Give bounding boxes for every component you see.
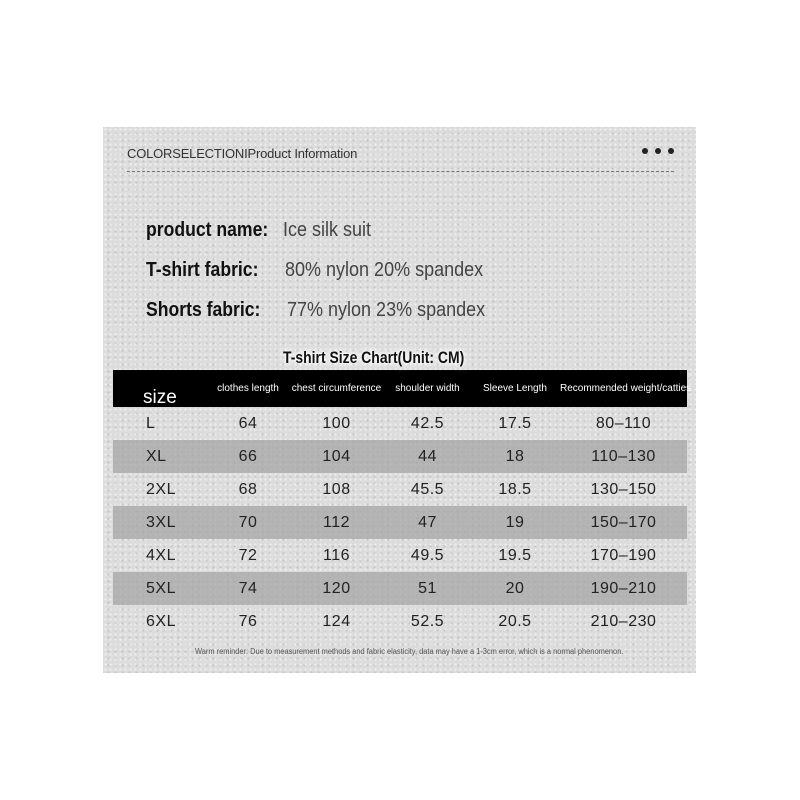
table-cell: 110–130 <box>560 440 687 473</box>
table-row <box>113 506 687 539</box>
table-cell: 210–230 <box>590 612 657 630</box>
dot-icon <box>655 148 661 154</box>
table-cell: 52.5 <box>410 612 445 630</box>
table-cell: 19.5 <box>498 546 532 564</box>
dot-icon <box>642 148 648 154</box>
size-chart-table <box>113 370 692 638</box>
column-header: size <box>113 370 208 407</box>
shorts-fabric-label: Shorts fabric: <box>146 299 261 321</box>
product-name-label: product name: <box>146 219 269 241</box>
dashed-divider <box>127 171 674 172</box>
table-cell: 47 <box>385 506 470 539</box>
table-cell: 80–110 <box>595 414 652 432</box>
table-cell: XL <box>113 440 208 473</box>
table-cell: 112 <box>288 506 385 539</box>
column-header: chest circumference <box>288 370 385 407</box>
table-cell: 120 <box>288 572 385 605</box>
product-name-value: Ice silk suit <box>283 219 372 241</box>
table-cell: 150–170 <box>560 506 687 539</box>
column-header: Sleeve Length <box>470 370 560 407</box>
column-header: clothes length <box>208 370 288 407</box>
size-chart-title: T-shirt Size Chart(Unit: CM) <box>283 348 465 367</box>
table-cell: 190–210 <box>560 572 687 605</box>
table-row <box>113 572 687 605</box>
table-cell: 17.5 <box>498 414 532 432</box>
table-cell: 5XL <box>113 572 208 605</box>
table-cell: 100 <box>322 414 351 432</box>
table-cell: 124 <box>322 612 351 630</box>
info-row-shorts-fabric <box>146 299 486 322</box>
table-row <box>113 605 687 638</box>
table-cell: 108 <box>322 480 351 498</box>
table-cell: 4XL <box>146 546 176 564</box>
column-header: Recommended weight/catties <box>560 370 687 407</box>
table-cell: 104 <box>288 440 385 473</box>
table-cell: 45.5 <box>410 480 445 498</box>
shorts-fabric-value: 77% nylon 23% spandex <box>287 299 486 321</box>
table-cell: 130–150 <box>590 480 657 498</box>
warm-reminder-note: Warm reminder: Due to measurement methods and fabric elasticity, data may have a 1-3cm error, which is a normal phenomenon. <box>195 647 624 656</box>
dot-icon <box>668 148 674 154</box>
table-cell: L <box>146 414 156 432</box>
table-cell: 66 <box>208 440 288 473</box>
table-row <box>113 473 687 506</box>
table-cell: 70 <box>208 506 288 539</box>
info-row-tshirt-fabric <box>146 259 484 282</box>
table-cell: 64 <box>238 414 258 432</box>
column-header: shoulder width <box>385 370 470 407</box>
table-cell: 44 <box>385 440 470 473</box>
table-cell: 19 <box>470 506 560 539</box>
table-cell: 68 <box>238 480 258 498</box>
table-cell: 51 <box>385 572 470 605</box>
table-cell: 2XL <box>146 480 176 498</box>
table-cell: 74 <box>208 572 288 605</box>
table-cell: 3XL <box>113 506 208 539</box>
table-cell: 18.5 <box>498 480 532 498</box>
table-header-row <box>113 370 687 407</box>
table-row <box>113 407 687 440</box>
info-row-product-name <box>146 219 372 242</box>
table-cell: 20 <box>470 572 560 605</box>
table-row <box>113 440 687 473</box>
table-cell: 49.5 <box>410 546 445 564</box>
table-cell: 170–190 <box>590 546 657 564</box>
table-row <box>113 539 687 572</box>
product-info-panel <box>103 127 696 673</box>
tshirt-fabric-value: 80% nylon 20% spandex <box>285 259 484 281</box>
table-cell: 42.5 <box>410 414 445 432</box>
table-cell: 76 <box>238 612 258 630</box>
table-cell: 116 <box>322 546 350 564</box>
table-cell: 72 <box>238 546 258 564</box>
section-header: COLORSELECTIONIProduct Information <box>127 146 358 161</box>
more-options-icon[interactable] <box>642 148 674 154</box>
table-cell: 18 <box>470 440 560 473</box>
table-cell: 6XL <box>146 612 176 630</box>
table-cell: 20.5 <box>498 612 532 630</box>
tshirt-fabric-label: T-shirt fabric: <box>146 259 259 281</box>
